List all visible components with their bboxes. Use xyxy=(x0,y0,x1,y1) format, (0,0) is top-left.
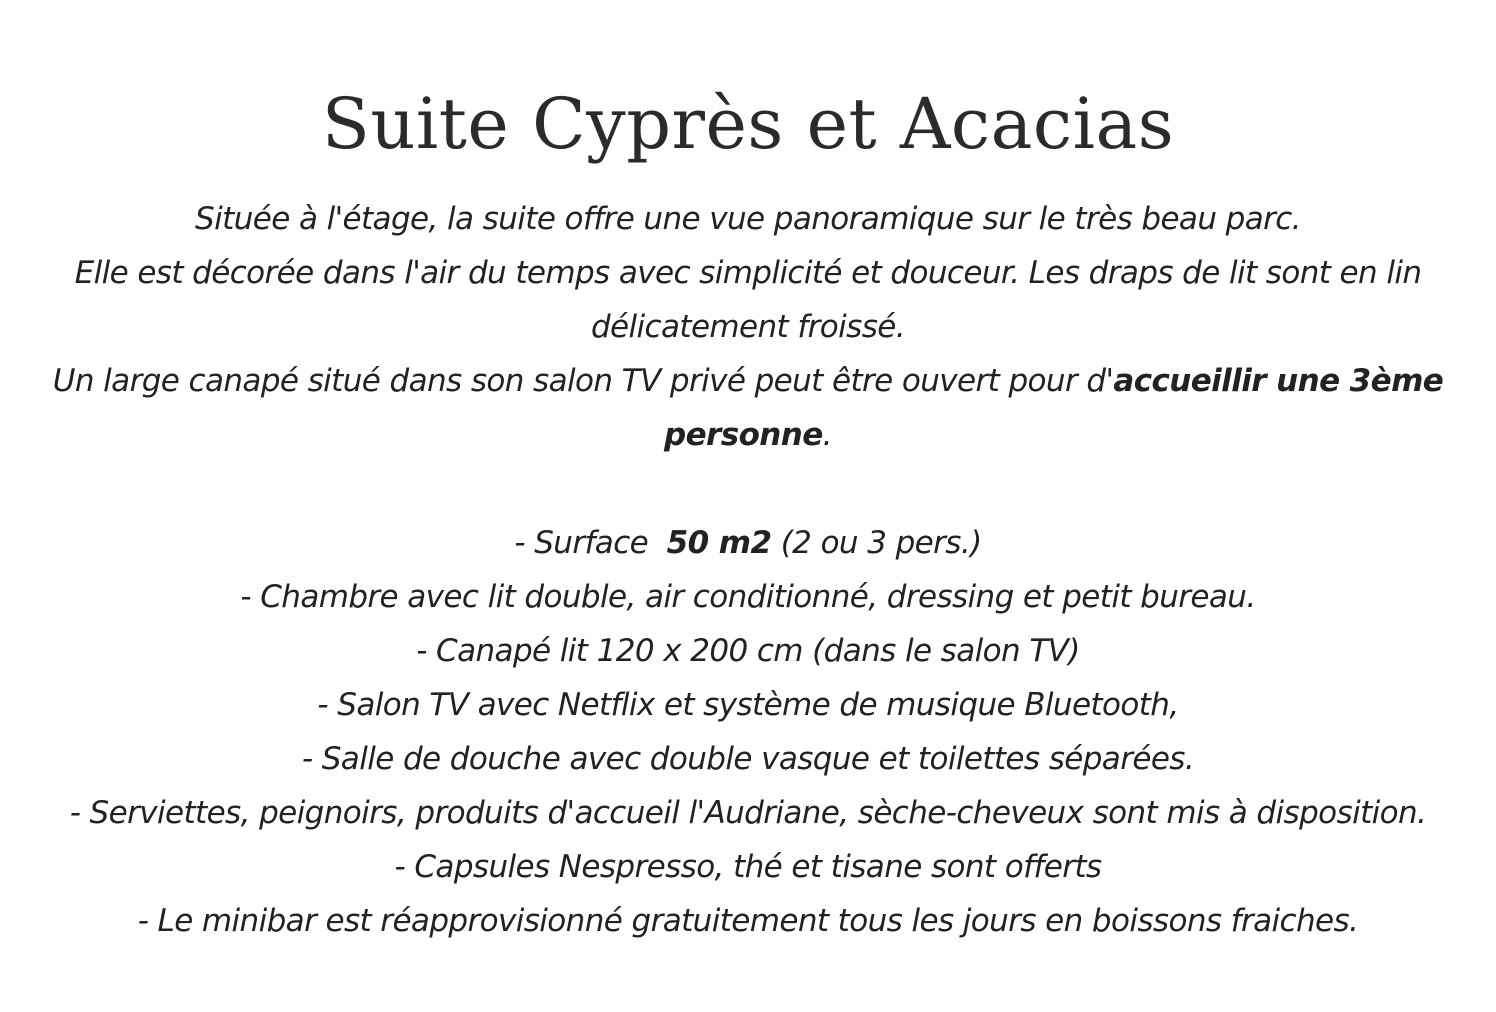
intro-line-4-text: Un large canapé situé dans son salon TV privé peut être ouvert pour d' xyxy=(52,363,1114,399)
intro-line-4-emphasis: accueillir une 3ème xyxy=(1113,363,1444,399)
spacer xyxy=(40,462,1456,516)
feature-item: - Salon TV avec Netflix et système de musique Bluetooth, xyxy=(317,687,1179,723)
description xyxy=(40,192,1456,948)
intro-line-1: Située à l'étage, la suite offre une vue panoramique sur le très beau parc. xyxy=(195,201,1301,237)
feature-surface-value: 50 m2 xyxy=(666,525,772,561)
intro-line-5-emphasis: personne xyxy=(664,417,823,453)
page-title: Suite Cyprès et Acacias xyxy=(321,83,1175,165)
feature-item: - Capsules Nespresso, thé et tisane sont offerts xyxy=(394,849,1102,885)
intro-line-5 xyxy=(40,408,1456,462)
intro-line-5-text: . xyxy=(822,417,832,453)
feature-item: - Salle de douche avec double vasque et toilettes séparées. xyxy=(301,741,1195,777)
feature-surface xyxy=(40,516,1456,570)
feature-item: - Le minibar est réapprovisionné gratuitement tous les jours en boissons fraiches. xyxy=(137,903,1359,939)
intro-line-4 xyxy=(40,354,1456,408)
feature-item: - Canapé lit 120 x 200 cm (dans le salon TV) xyxy=(416,633,1080,669)
feature-surface-capacity: (2 ou 3 pers.) xyxy=(771,525,982,561)
intro-line-3: délicatement froissé. xyxy=(590,309,906,345)
feature-item: - Chambre avec lit double, air conditionné, dressing et petit bureau. xyxy=(240,579,1256,615)
feature-surface-label: - Surface xyxy=(514,525,667,561)
intro-line-2: Elle est décorée dans l'air du temps avec simplicité et douceur. Les draps de lit sont en lin xyxy=(74,255,1422,291)
feature-item: - Serviettes, peignoirs, produits d'accueil l'Audriane, sèche-cheveux sont mis à disposition. xyxy=(69,795,1427,831)
